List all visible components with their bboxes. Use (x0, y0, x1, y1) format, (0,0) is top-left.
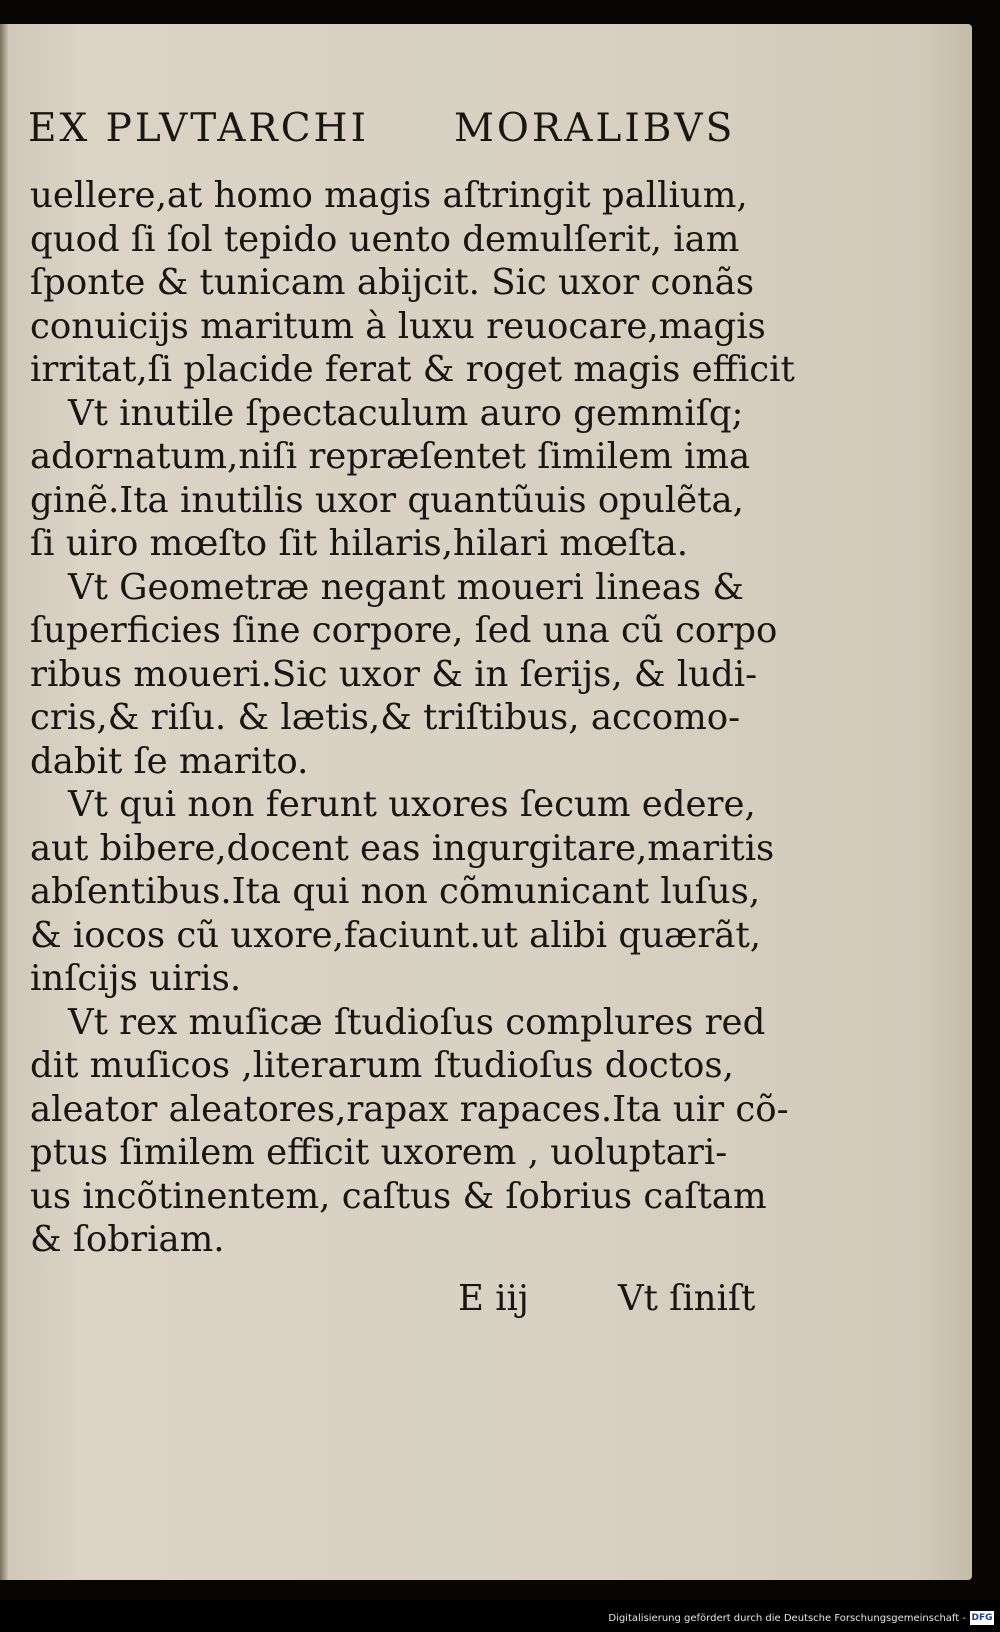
page-foot (0, 1278, 972, 1328)
text-line: ſuperficies ſine corpore, ſed una cũ corpo (30, 610, 778, 651)
text-line: & ſobriam. (30, 1219, 225, 1260)
text-line: uellere,at homo magis aſtringit pallium, (30, 175, 748, 216)
text-line: abſentibus.Ita qui non cõmunicant luſus, (30, 871, 761, 912)
body-text (30, 174, 795, 1262)
text-line: adornatum,niſi repræſentet ſimilem ima (30, 436, 751, 477)
signature-mark: E iij (458, 1278, 529, 1319)
text-line: us incõtinentem, caſtus & ſobrius caſtam (30, 1175, 767, 1217)
text-line: inſcijs uiris. (30, 958, 242, 999)
text-line: quod ſi ſol tepido uento demulſerit, iam (30, 218, 740, 260)
book-page (0, 24, 972, 1580)
page-gutter-shadow (0, 24, 8, 1580)
text-line: aut bibere,docent eas ingurgitare,maritis (30, 827, 775, 869)
text-line: irritat,ſi placide ferat & roget magis efficit (30, 349, 795, 390)
paragraph-start-line: Vt rex muſicæ ſtudioſus complures red (68, 1001, 766, 1043)
text-line: ribus moueri.Sic uxor & in ſerijs, & ludi- (30, 653, 758, 695)
paragraph-start-line: Vt Geometræ negant moueri lineas & (68, 566, 745, 608)
paragraph-start-line: Vt inutile ſpectaculum auro gemmiſq; (68, 392, 744, 434)
text-line: & iocos cũ uxore,faciunt.ut alibi quærãt, (30, 914, 762, 956)
text-line: ſi uiro mœſto ſit hilaris,hilari mœſta. (30, 523, 689, 564)
running-head (28, 106, 748, 156)
footer-bar (0, 1600, 1000, 1632)
text-line: dit muſicos ,literarum ſtudioſus doctos, (30, 1045, 734, 1086)
dfg-logo: DFG (971, 1613, 993, 1623)
running-head-left: EX PLVTARCHI (28, 106, 369, 151)
text-line: ginẽ.Ita inutilis uxor quantũuis opulẽta, (30, 479, 744, 521)
text-line: ſponte & tunicam abijcit. Sic uxor conãs (30, 262, 755, 303)
funding-credit: Digitalisierung gefördert durch die Deutsche Forschungsgemeinschaft - (608, 1613, 966, 1624)
text-line: aleator aleatores,rapax rapaces.Ita uir cõ- (30, 1088, 789, 1130)
text-line: ptus ſimilem efficit uxorem , uoluptari- (30, 1132, 728, 1173)
running-head-right: MORALIBVS (454, 106, 736, 151)
catchword: Vt ſiniſt (618, 1278, 756, 1319)
text-line: conuicijs maritum à luxu reuocare,magis (30, 305, 766, 347)
text-line: dabit ſe marito. (30, 740, 309, 782)
text-line: cris,& riſu. & lætis,& triſtibus, accomo- (30, 697, 741, 738)
paragraph-start-line: Vt qui non ferunt uxores ſecum edere, (68, 784, 756, 825)
